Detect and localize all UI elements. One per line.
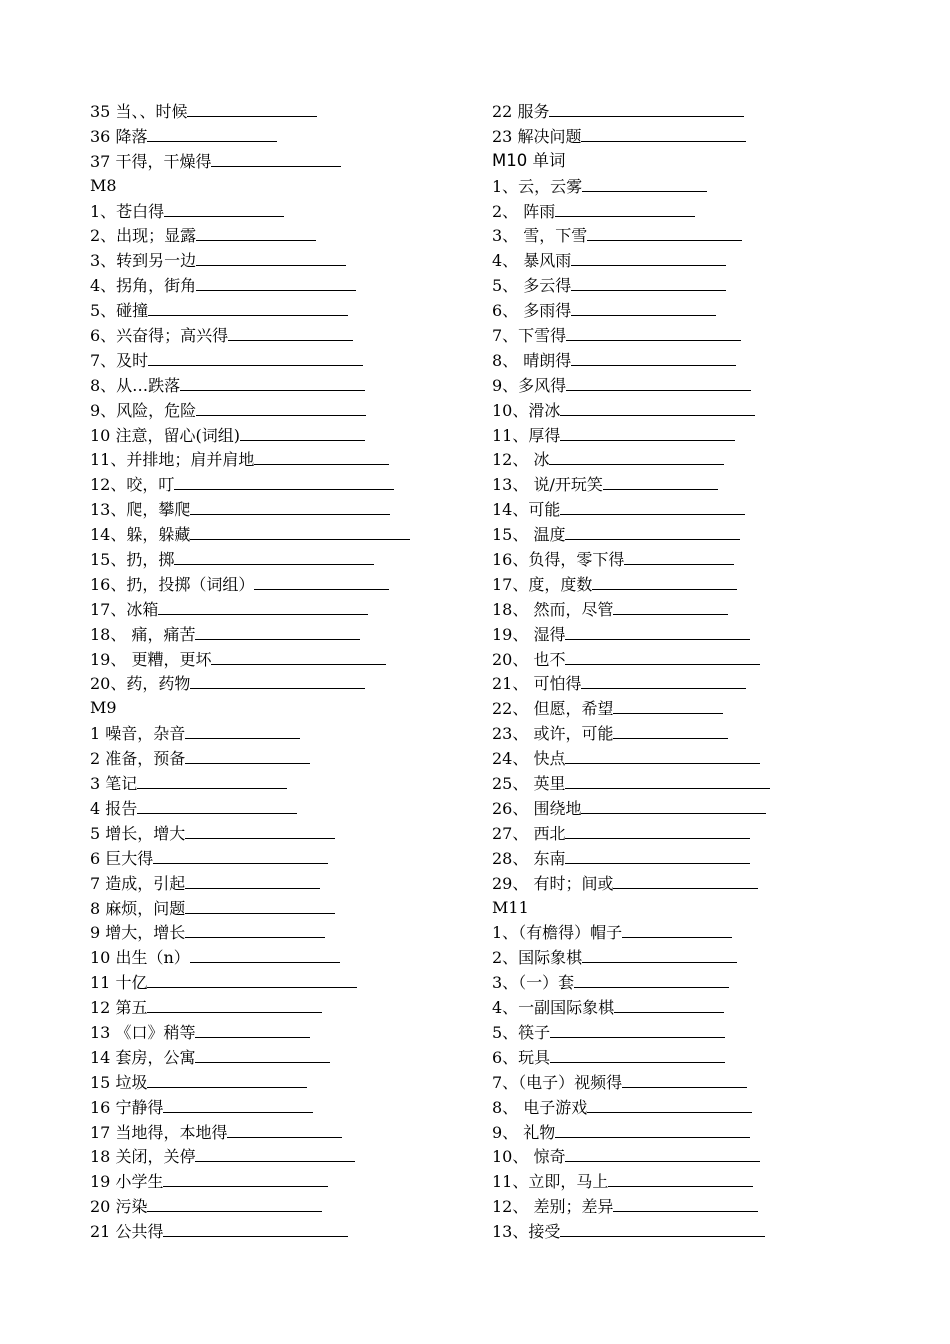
vocab-prompt: 4、 暴风雨 <box>492 251 572 271</box>
answer-blank[interactable] <box>195 1045 330 1063</box>
answer-blank[interactable] <box>147 970 357 988</box>
answer-blank[interactable] <box>147 1194 322 1212</box>
vocab-prompt: 8、 晴朗得 <box>492 350 572 370</box>
vocab-item <box>492 1095 912 1120</box>
vocab-item <box>492 124 912 149</box>
vocab-prompt: 5、 多云得 <box>492 276 572 296</box>
vocab-item <box>90 447 470 472</box>
vocab-item <box>90 846 470 871</box>
vocab-prompt: 11、厚得 <box>492 425 561 445</box>
vocab-prompt: 22 服务 <box>492 102 550 121</box>
vocab-prompt: 9 增大，增长 <box>90 923 186 943</box>
vocab-item <box>492 721 912 746</box>
answer-blank[interactable] <box>190 522 410 540</box>
vocab-item <box>90 423 470 448</box>
answer-blank[interactable] <box>613 696 723 714</box>
vocab-item <box>90 647 470 672</box>
answer-blank[interactable] <box>185 920 325 938</box>
vocab-item <box>492 671 912 696</box>
vocab-item <box>492 398 912 423</box>
answer-blank[interactable] <box>565 1144 760 1162</box>
vocab-prompt: 3、转到另一边 <box>90 251 197 271</box>
vocab-prompt: 6 巨大得 <box>90 848 154 868</box>
answer-blank[interactable] <box>196 223 316 241</box>
answer-blank[interactable] <box>622 920 732 938</box>
vocab-prompt: 5 增长，增大 <box>90 823 186 843</box>
vocab-item <box>492 373 912 398</box>
vocab-prompt: 27、 西北 <box>492 823 566 843</box>
answer-blank[interactable] <box>211 647 386 665</box>
answer-blank[interactable] <box>613 871 758 889</box>
vocab-item <box>90 896 470 921</box>
vocab-item <box>492 1169 912 1194</box>
vocab-prompt: 19 小学生 <box>90 1172 164 1192</box>
vocab-item <box>492 497 912 522</box>
vocab-prompt: 17、冰箱 <box>90 599 159 619</box>
answer-blank[interactable] <box>147 995 322 1013</box>
vocab-item <box>90 348 470 373</box>
vocab-prompt: 12、咬，叮 <box>90 475 175 495</box>
vocab-prompt: 20、药，药物 <box>90 674 191 694</box>
answer-blank[interactable] <box>196 273 356 291</box>
answer-blank[interactable] <box>190 671 365 689</box>
vocab-prompt: 14、躲，躲藏 <box>90 525 191 545</box>
answer-blank[interactable] <box>566 323 741 341</box>
vocab-prompt: 9、多风得 <box>492 375 567 395</box>
left-column <box>90 99 470 1244</box>
vocab-item <box>90 398 470 423</box>
answer-blank[interactable] <box>174 472 394 490</box>
vocab-prompt: 8、 电子游戏 <box>492 1097 588 1117</box>
answer-blank[interactable] <box>196 398 366 416</box>
vocab-item <box>492 323 912 348</box>
vocab-item <box>90 920 470 945</box>
vocab-item <box>90 995 470 1020</box>
vocab-item <box>90 298 470 323</box>
vocab-prompt: 17 当地得，本地得 <box>90 1122 228 1142</box>
answer-blank[interactable] <box>555 199 695 217</box>
vocab-item <box>90 1095 470 1120</box>
vocab-item <box>90 796 470 821</box>
answer-blank[interactable] <box>574 970 729 988</box>
vocab-item <box>90 1194 470 1219</box>
answer-blank[interactable] <box>148 298 348 316</box>
vocab-item <box>90 1120 470 1145</box>
answer-blank[interactable] <box>565 522 740 540</box>
vocab-item <box>492 447 912 472</box>
answer-blank[interactable] <box>565 846 750 864</box>
answer-blank[interactable] <box>254 447 389 465</box>
answer-blank[interactable] <box>190 945 340 963</box>
answer-blank[interactable] <box>137 771 287 789</box>
vocab-prompt: 3、 雪，下雪 <box>492 226 588 246</box>
vocab-item <box>90 1020 470 1045</box>
answer-blank[interactable] <box>190 497 390 515</box>
vocab-prompt: 2、国际象棋 <box>492 948 583 968</box>
vocab-prompt: 16 宁静得 <box>90 1097 164 1117</box>
answer-blank[interactable] <box>581 796 766 814</box>
vocab-prompt: 13、爬，攀爬 <box>90 500 191 520</box>
vocab-prompt: 15、 温度 <box>492 525 566 545</box>
answer-blank[interactable] <box>163 1095 313 1113</box>
vocab-item <box>492 945 912 970</box>
vocab-item <box>492 1219 912 1244</box>
answer-blank[interactable] <box>163 1169 328 1187</box>
answer-blank[interactable] <box>174 547 374 565</box>
vocab-item <box>492 1070 912 1095</box>
vocab-item <box>492 298 912 323</box>
vocab-prompt: 7 造成，引起 <box>90 873 186 893</box>
answer-blank[interactable] <box>153 846 328 864</box>
vocab-item <box>492 472 912 497</box>
vocab-prompt: 18、 然而，尽管 <box>492 599 614 619</box>
vocab-prompt: 12、 冰 <box>492 450 550 470</box>
answer-blank[interactable] <box>560 1219 765 1237</box>
answer-blank[interactable] <box>137 796 297 814</box>
answer-blank[interactable] <box>622 1070 747 1088</box>
vocab-prompt: 15、扔，掷 <box>90 550 175 570</box>
vocab-prompt: 3、（一）套 <box>492 973 575 993</box>
answer-blank[interactable] <box>228 323 353 341</box>
answer-blank[interactable] <box>195 622 360 640</box>
vocab-prompt: 10、 惊奇 <box>492 1147 566 1167</box>
vocab-prompt: 37 干得，干燥得 <box>90 151 212 171</box>
answer-blank[interactable] <box>185 871 320 889</box>
vocab-prompt: 1、（有檐得）帽子 <box>492 923 623 943</box>
answer-blank[interactable] <box>555 1120 750 1138</box>
answer-blank[interactable] <box>550 1045 725 1063</box>
vocab-prompt: 5、碰撞 <box>90 301 149 321</box>
answer-blank[interactable] <box>613 721 728 739</box>
vocab-prompt: 10 注意，留心(词组) <box>90 425 240 445</box>
vocab-item <box>90 323 470 348</box>
vocab-prompt: 1、苍白得 <box>90 201 165 221</box>
vocab-item <box>492 199 912 224</box>
vocab-prompt: 20、 也不 <box>492 649 566 669</box>
answer-blank[interactable] <box>147 1070 307 1088</box>
answer-blank[interactable] <box>147 124 277 142</box>
vocab-prompt: 21、 可怕得 <box>492 674 582 694</box>
vocab-item <box>90 945 470 970</box>
answer-blank[interactable] <box>565 746 760 764</box>
vocab-item <box>492 522 912 547</box>
vocab-item <box>492 348 912 373</box>
answer-blank[interactable] <box>254 572 389 590</box>
answer-blank[interactable] <box>164 199 284 217</box>
vocab-item <box>492 273 912 298</box>
vocab-item <box>492 1045 912 1070</box>
answer-blank[interactable] <box>608 1169 753 1187</box>
vocab-prompt: 16、负得，零下得 <box>492 550 625 570</box>
vocab-item <box>492 846 912 871</box>
vocab-prompt: 2、出现；显露 <box>90 226 197 246</box>
vocab-item <box>90 223 470 248</box>
answer-blank[interactable] <box>565 622 750 640</box>
answer-blank[interactable] <box>566 373 751 391</box>
vocab-prompt: 28、 东南 <box>492 848 566 868</box>
answer-blank[interactable] <box>196 248 346 266</box>
vocab-item <box>492 1120 912 1145</box>
answer-blank[interactable] <box>195 1020 310 1038</box>
answer-blank[interactable] <box>587 1095 752 1113</box>
vocab-item <box>492 1194 912 1219</box>
answer-blank[interactable] <box>163 1219 348 1237</box>
vocab-item <box>492 746 912 771</box>
vocab-item <box>492 1144 912 1169</box>
answer-blank[interactable] <box>549 99 744 117</box>
vocab-prompt: 4、一副国际象棋 <box>492 998 615 1018</box>
answer-blank[interactable] <box>195 1144 355 1162</box>
vocab-prompt: 16、扔，投掷（词组） <box>90 574 255 594</box>
vocab-item <box>90 871 470 896</box>
answer-blank[interactable] <box>565 821 750 839</box>
answer-blank[interactable] <box>560 398 755 416</box>
vocab-prompt: 6、兴奋得；高兴得 <box>90 326 229 346</box>
vocab-item <box>90 572 470 597</box>
vocab-item <box>492 970 912 995</box>
vocab-prompt: 13 《口》稍等 <box>90 1022 196 1042</box>
vocab-item <box>90 721 470 746</box>
answer-blank[interactable] <box>571 248 726 266</box>
vocab-prompt: 24、 快点 <box>492 749 566 769</box>
vocab-prompt: 8 麻烦，问题 <box>90 898 186 918</box>
vocab-item <box>492 248 912 273</box>
answer-blank[interactable] <box>227 1120 342 1138</box>
vocab-prompt: 36 降落 <box>90 126 148 146</box>
answer-blank[interactable] <box>582 174 707 192</box>
vocab-prompt: 10、滑冰 <box>492 400 561 420</box>
vocab-item <box>492 647 912 672</box>
vocab-item <box>90 248 470 273</box>
vocab-item <box>90 472 470 497</box>
vocab-item <box>90 746 470 771</box>
section-heading: M11 <box>492 897 529 917</box>
answer-blank[interactable] <box>571 348 736 366</box>
answer-blank[interactable] <box>565 647 760 665</box>
vocab-prompt: 11、并排地；肩并肩地 <box>90 450 255 470</box>
vocab-item <box>90 671 470 696</box>
vocab-item <box>492 771 912 796</box>
vocab-item <box>90 1070 470 1095</box>
vocab-prompt: 1、云，云雾 <box>492 176 583 196</box>
answer-blank[interactable] <box>614 995 724 1013</box>
vocab-prompt: 3 笔记 <box>90 774 138 794</box>
vocab-prompt: 9、 礼物 <box>492 1122 556 1142</box>
vocab-item <box>492 821 912 846</box>
vocab-item <box>90 1169 470 1194</box>
section-heading: M10 单词 <box>492 150 566 170</box>
vocab-item <box>492 920 912 945</box>
vocab-prompt: 19、 更糟，更坏 <box>90 649 212 669</box>
vocab-item <box>90 149 470 174</box>
vocab-prompt: 5、筷子 <box>492 1022 551 1042</box>
vocab-prompt: 10 出生（n） <box>90 948 190 968</box>
answer-blank[interactable] <box>550 1020 725 1038</box>
vocab-item <box>90 124 470 149</box>
vocab-prompt: 17、度，度数 <box>492 574 593 594</box>
vocab-item <box>492 547 912 572</box>
vocab-prompt: 2、 阵雨 <box>492 201 556 221</box>
answer-blank[interactable] <box>613 1194 758 1212</box>
answer-blank[interactable] <box>240 423 365 441</box>
vocab-item <box>90 622 470 647</box>
vocab-item <box>492 174 912 199</box>
answer-blank[interactable] <box>185 746 310 764</box>
answer-blank[interactable] <box>587 223 742 241</box>
vocab-item <box>492 99 912 124</box>
vocab-prompt: 2 准备，预备 <box>90 749 186 769</box>
vocab-item <box>90 1144 470 1169</box>
answer-blank[interactable] <box>185 721 300 739</box>
answer-blank[interactable] <box>187 99 317 117</box>
vocab-prompt: 29、 有时；间或 <box>492 873 614 893</box>
answer-blank[interactable] <box>549 447 724 465</box>
answer-blank[interactable] <box>603 472 718 490</box>
vocab-item <box>90 821 470 846</box>
answer-blank[interactable] <box>624 547 734 565</box>
vocab-prompt: 26、 围绕地 <box>492 798 582 818</box>
vocab-prompt: 19、 湿得 <box>492 624 566 644</box>
answer-blank[interactable] <box>581 124 746 142</box>
section-heading: M9 <box>90 698 117 718</box>
vocab-prompt: 23 解决问题 <box>492 126 582 146</box>
answer-blank[interactable] <box>158 597 368 615</box>
vocab-item <box>492 696 912 721</box>
vocab-item <box>90 547 470 572</box>
vocab-prompt: 7、及时 <box>90 350 149 370</box>
vocab-item <box>492 995 912 1020</box>
answer-blank[interactable] <box>613 597 728 615</box>
vocab-item <box>90 522 470 547</box>
vocab-prompt: 4、拐角，街角 <box>90 276 197 296</box>
vocab-item <box>492 622 912 647</box>
vocab-prompt: 11、立即，马上 <box>492 1172 609 1192</box>
answer-blank[interactable] <box>582 945 737 963</box>
vocab-prompt: 7、（电子）视频得 <box>492 1072 623 1092</box>
vocab-item <box>90 1045 470 1070</box>
vocab-item <box>90 1219 470 1244</box>
vocab-item <box>90 99 470 124</box>
vocab-item <box>90 771 470 796</box>
right-column <box>492 99 912 1244</box>
vocab-prompt: 8、从…跌落 <box>90 375 181 395</box>
vocab-prompt: 1 噪音，杂音 <box>90 724 186 744</box>
section-heading: M8 <box>90 175 117 195</box>
vocab-item <box>492 1020 912 1045</box>
vocab-prompt: 23、 或许，可能 <box>492 724 614 744</box>
vocab-prompt: 4 报告 <box>90 798 138 818</box>
vocab-item <box>492 423 912 448</box>
vocab-item <box>90 597 470 622</box>
answer-blank[interactable] <box>560 423 735 441</box>
vocab-item <box>492 871 912 896</box>
vocab-item <box>90 970 470 995</box>
answer-blank[interactable] <box>581 671 746 689</box>
vocab-prompt: 12 第五 <box>90 998 148 1018</box>
vocab-prompt: 9、风险，危险 <box>90 400 197 420</box>
vocab-prompt: 11 十亿 <box>90 973 148 993</box>
answer-blank[interactable] <box>565 771 770 789</box>
answer-blank[interactable] <box>592 572 737 590</box>
vocab-item <box>492 597 912 622</box>
vocab-item <box>90 373 470 398</box>
vocab-item <box>492 796 912 821</box>
vocab-prompt: 6、玩具 <box>492 1047 551 1067</box>
vocab-prompt: 12、 差别；差异 <box>492 1197 614 1217</box>
answer-blank[interactable] <box>185 896 335 914</box>
vocab-prompt: 25、 英里 <box>492 774 566 794</box>
answer-blank[interactable] <box>571 273 726 291</box>
vocab-prompt: 14、可能 <box>492 500 561 520</box>
vocab-prompt: 20 污染 <box>90 1197 148 1217</box>
vocab-prompt: 18、 痛，痛苦 <box>90 624 196 644</box>
vocab-prompt: 35 当、、时候 <box>90 102 188 121</box>
vocab-item <box>90 497 470 522</box>
vocab-prompt: 13、接受 <box>492 1222 561 1242</box>
answer-blank[interactable] <box>185 821 335 839</box>
answer-blank[interactable] <box>180 373 365 391</box>
vocab-prompt: 14 套房，公寓 <box>90 1047 196 1067</box>
vocab-prompt: 18 关闭，关停 <box>90 1147 196 1167</box>
vocab-prompt: 6、 多雨得 <box>492 301 572 321</box>
vocab-prompt: 15 垃圾 <box>90 1072 148 1092</box>
vocab-item <box>492 572 912 597</box>
answer-blank[interactable] <box>571 298 716 316</box>
answer-blank[interactable] <box>211 149 341 167</box>
vocab-item <box>90 199 470 224</box>
vocab-prompt: 22、 但愿，希望 <box>492 699 614 719</box>
vocab-item <box>90 273 470 298</box>
vocab-prompt: 13、 说/开玩笑 <box>492 475 603 495</box>
answer-blank[interactable] <box>560 497 745 515</box>
vocab-item <box>492 223 912 248</box>
vocab-prompt: 21 公共得 <box>90 1222 164 1242</box>
vocab-prompt: 7、下雪得 <box>492 326 567 346</box>
answer-blank[interactable] <box>148 348 363 366</box>
